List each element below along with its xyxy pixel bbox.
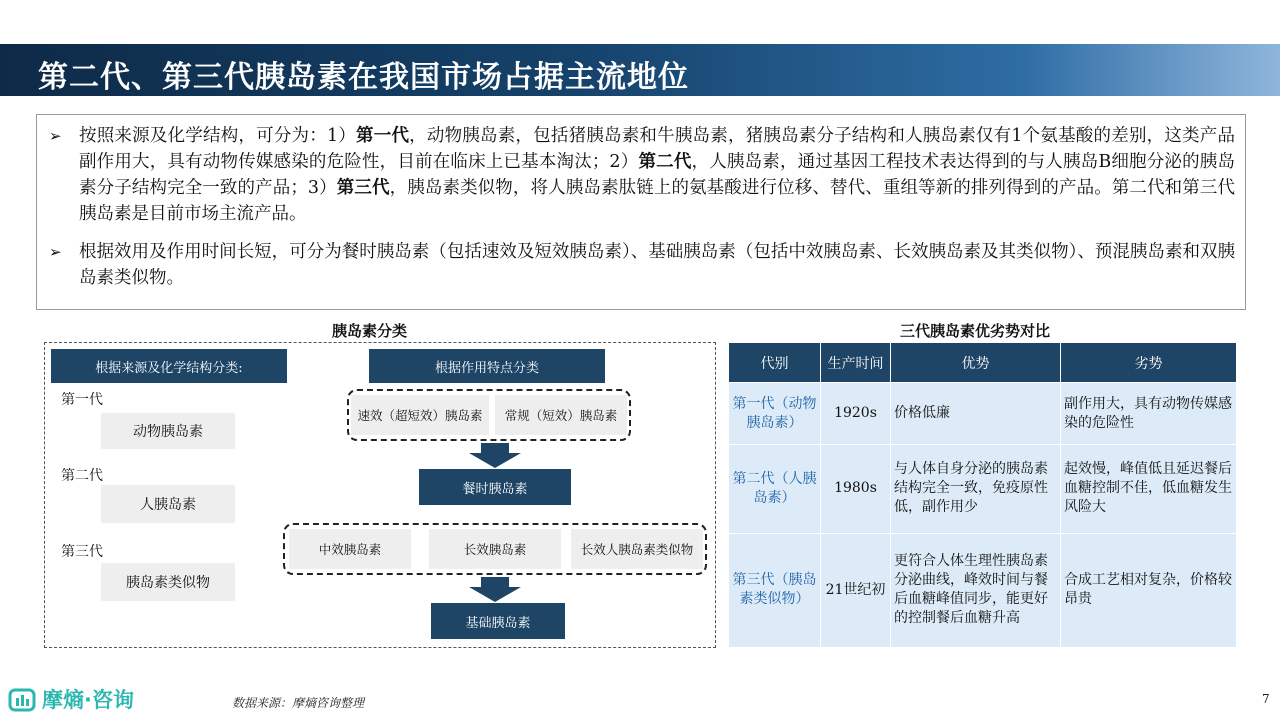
gen1-item: 动物胰岛素: [101, 413, 235, 449]
row-generation: 第三代（胰岛素类似物）: [729, 533, 821, 647]
second-gen-highlight: 第二代: [638, 152, 692, 172]
row-pros: 与人体自身分泌的胰岛素结构完全一致，免疫原性低，副作用少: [891, 445, 1061, 533]
classification-title: 胰岛素分类: [332, 322, 408, 340]
arrow-down-icon: [465, 443, 525, 469]
summary-box: [36, 114, 1246, 310]
third-gen-highlight: 第三代: [336, 178, 390, 198]
page-number: 7: [1262, 692, 1270, 706]
row-cons: 合成工艺相对复杂，价格较昂贵: [1061, 533, 1237, 647]
by-action-header: 根据作用特点分类: [369, 349, 605, 383]
long-acting-type: 长效胰岛素: [429, 529, 561, 569]
row-year: 21世纪初: [821, 533, 891, 647]
row-pros: 更符合人体生理性胰岛素分泌曲线，峰效时间与餐后血糖峰值同步，能更好的控制餐后血糖升高: [891, 533, 1061, 647]
comparison-table: [728, 342, 1237, 648]
brand-logo: [8, 684, 134, 714]
gen2-item: 人胰岛素: [101, 485, 235, 523]
regular-acting-type: 常规（短效）胰岛素: [495, 395, 627, 435]
bullet-classification-action: ➢ 根据效用及作用时间长短，可分为餐时胰岛素（包括速效及短效胰岛素）、基础胰岛素（包括中效胰岛素、长效胰岛素及其类似物）、预混胰岛素和双胰岛素类似物。: [49, 239, 1235, 291]
arrow-down-icon: [465, 577, 525, 603]
rapid-acting-type: 速效（超短效）胰岛素: [351, 395, 489, 435]
header-generation: 代别: [729, 343, 821, 383]
data-source-note: 数据来源：摩熵咨询整理: [232, 696, 365, 710]
row-generation: 第一代（动物胰岛素）: [729, 383, 821, 445]
classification-diagram: [44, 342, 716, 648]
bullet-classification-source: ➢ 按照来源及化学结构，可分为：1）第一代，动物胰岛素，包括猪胰岛素和牛胰岛素，猪胰岛素分子结构和人胰岛素仅有1个氨基酸的差别，这类产品副作用大，具有动物传媒感染的危险性，目前在临床上已基本淘汰；2）第二代，人胰岛素，通过基因工程技术表达得到的与人胰岛B细胞分泌的胰岛素分子结构完全一致的产品；3）第三代，胰岛素类似物，将人胰岛素肽链上的氨基酸进行位移、替代、重组等新的排列得到的产品。第二代和第三代胰岛素是目前市场主流产品。: [49, 123, 1235, 227]
gen3-item: 胰岛素类似物: [101, 563, 235, 601]
row-year: 1980s: [821, 445, 891, 533]
header-pros: 优势: [891, 343, 1061, 383]
bullet-arrow-icon: ➢: [49, 127, 62, 145]
table-row: [729, 383, 1237, 445]
first-gen-highlight: 第一代: [356, 126, 410, 146]
mealtime-insulin-box: 餐时胰岛素: [419, 469, 571, 505]
header-year: 生产时间: [821, 343, 891, 383]
row-cons: 副作用大，具有动物传媒感染的危险性: [1061, 383, 1237, 445]
row-year: 1920s: [821, 383, 891, 445]
long-acting-analog-type: 长效人胰岛素类似物: [571, 529, 703, 569]
row-cons: 起效慢，峰值低且延迟餐后血糖控制不佳，低血糖发生风险大: [1061, 445, 1237, 533]
page-title: 第二代、第三代胰岛素在我国市场占据主流地位: [38, 60, 689, 95]
row-pros: 价格低廉: [891, 383, 1061, 445]
intermediate-acting-type: 中效胰岛素: [289, 529, 411, 569]
table-row: [729, 445, 1237, 533]
title-bar: [0, 44, 1280, 96]
bullet-arrow-icon: ➢: [49, 243, 62, 261]
row-generation: 第二代（人胰岛素）: [729, 445, 821, 533]
gen1-label: 第一代: [61, 392, 103, 408]
gen2-label: 第二代: [61, 468, 103, 484]
comparison-title: 三代胰岛素优劣势对比: [900, 322, 1051, 340]
table-row: [729, 533, 1237, 647]
by-source-header: 根据来源及化学结构分类:: [51, 349, 287, 383]
brand-logo-text: 摩熵·咨询: [42, 688, 134, 712]
header-cons: 劣势: [1061, 343, 1237, 383]
gen3-label: 第三代: [61, 544, 103, 560]
table-header-row: [729, 343, 1237, 383]
basal-insulin-box: 基础胰岛素: [431, 603, 565, 639]
brand-logo-icon: [8, 686, 38, 712]
